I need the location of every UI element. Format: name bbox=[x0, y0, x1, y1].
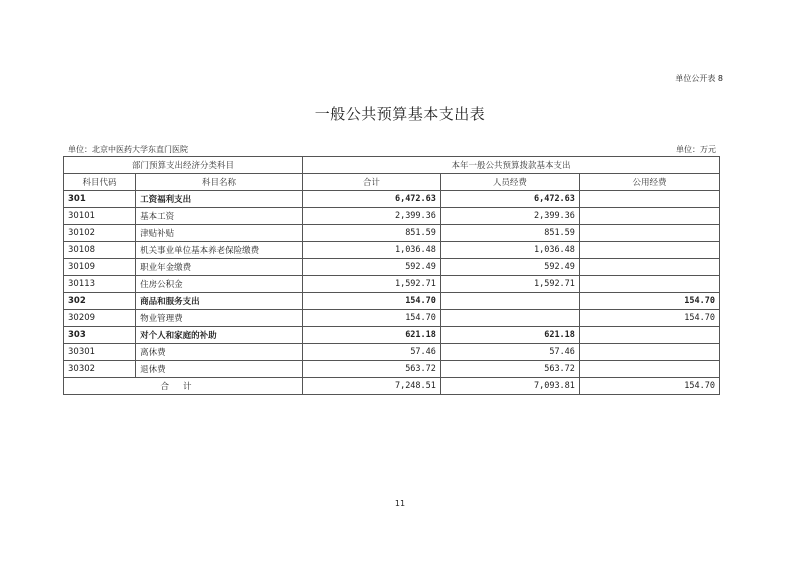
cell-personnel bbox=[440, 293, 579, 310]
total-personnel: 7,093.81 bbox=[440, 378, 579, 395]
cell-personnel: 6,472.63 bbox=[440, 191, 579, 208]
cell-public bbox=[579, 242, 719, 259]
cell-total: 563.72 bbox=[302, 361, 440, 378]
cell-public bbox=[579, 361, 719, 378]
cell-name: 离休费 bbox=[136, 344, 303, 361]
cell-code: 30209 bbox=[64, 310, 136, 327]
column-header-code: 科目代码 bbox=[64, 174, 136, 191]
cell-name: 对个人和家庭的补助 bbox=[136, 327, 303, 344]
header-group-classification: 部门预算支出经济分类科目 bbox=[64, 157, 303, 174]
cell-total: 592.49 bbox=[302, 259, 440, 276]
table-row bbox=[64, 259, 720, 276]
table-row bbox=[64, 225, 720, 242]
cell-code: 301 bbox=[64, 191, 136, 208]
cell-name: 津贴补贴 bbox=[136, 225, 303, 242]
cell-public bbox=[579, 327, 719, 344]
cell-personnel: 563.72 bbox=[440, 361, 579, 378]
cell-total: 6,472.63 bbox=[302, 191, 440, 208]
header-group-budget: 本年一般公共预算拨款基本支出 bbox=[302, 157, 719, 174]
category-row bbox=[64, 293, 720, 310]
total-amount: 7,248.51 bbox=[302, 378, 440, 395]
cell-personnel: 1,036.48 bbox=[440, 242, 579, 259]
table-row bbox=[64, 208, 720, 225]
cell-name: 商品和服务支出 bbox=[136, 293, 303, 310]
total-public: 154.70 bbox=[579, 378, 719, 395]
cell-public bbox=[579, 208, 719, 225]
cell-code: 30101 bbox=[64, 208, 136, 225]
category-row bbox=[64, 327, 720, 344]
cell-code: 302 bbox=[64, 293, 136, 310]
cell-personnel bbox=[440, 310, 579, 327]
cell-personnel: 1,592.71 bbox=[440, 276, 579, 293]
table-row bbox=[64, 242, 720, 259]
cell-total: 57.46 bbox=[302, 344, 440, 361]
cell-name: 基本工资 bbox=[136, 208, 303, 225]
cell-code: 30109 bbox=[64, 259, 136, 276]
column-header-personnel: 人员经费 bbox=[440, 174, 579, 191]
cell-name: 退休费 bbox=[136, 361, 303, 378]
cell-total: 1,036.48 bbox=[302, 242, 440, 259]
total-row bbox=[64, 378, 720, 395]
cell-public bbox=[579, 344, 719, 361]
total-label: 合计 bbox=[64, 378, 303, 395]
cell-public: 154.70 bbox=[579, 293, 719, 310]
table-row bbox=[64, 361, 720, 378]
cell-code: 30108 bbox=[64, 242, 136, 259]
cell-total: 851.59 bbox=[302, 225, 440, 242]
cell-code: 30102 bbox=[64, 225, 136, 242]
cell-name: 物业管理费 bbox=[136, 310, 303, 327]
table-body bbox=[64, 191, 720, 378]
cell-public bbox=[579, 191, 719, 208]
cell-name: 机关事业单位基本养老保险缴费 bbox=[136, 242, 303, 259]
cell-total: 154.70 bbox=[302, 310, 440, 327]
cell-total: 2,399.36 bbox=[302, 208, 440, 225]
table-row bbox=[64, 310, 720, 327]
cell-public bbox=[579, 225, 719, 242]
table-row bbox=[64, 344, 720, 361]
budget-table bbox=[63, 156, 720, 395]
cell-name: 职业年金缴费 bbox=[136, 259, 303, 276]
category-row bbox=[64, 191, 720, 208]
table-row bbox=[64, 276, 720, 293]
page-number: 11 bbox=[394, 499, 406, 508]
cell-public bbox=[579, 259, 719, 276]
cell-personnel: 592.49 bbox=[440, 259, 579, 276]
cell-code: 30113 bbox=[64, 276, 136, 293]
cell-personnel: 57.46 bbox=[440, 344, 579, 361]
form-number: 单位公开表 8 bbox=[675, 74, 723, 83]
cell-total: 154.70 bbox=[302, 293, 440, 310]
cell-public: 154.70 bbox=[579, 310, 719, 327]
cell-total: 621.18 bbox=[302, 327, 440, 344]
cell-personnel: 621.18 bbox=[440, 327, 579, 344]
cell-name: 住房公积金 bbox=[136, 276, 303, 293]
cell-personnel: 2,399.36 bbox=[440, 208, 579, 225]
cell-code: 30301 bbox=[64, 344, 136, 361]
column-header-name: 科目名称 bbox=[136, 174, 303, 191]
unit-name: 单位：北京中医药大学东直门医院 bbox=[68, 145, 188, 154]
cell-code: 303 bbox=[64, 327, 136, 344]
cell-code: 30302 bbox=[64, 361, 136, 378]
cell-public bbox=[579, 276, 719, 293]
column-header-total: 合计 bbox=[302, 174, 440, 191]
cell-name: 工资福利支出 bbox=[136, 191, 303, 208]
currency-unit: 单位：万元 bbox=[676, 145, 716, 154]
page-title: 一般公共预算基本支出表 bbox=[314, 105, 486, 123]
column-header-public: 公用经费 bbox=[579, 174, 719, 191]
cell-personnel: 851.59 bbox=[440, 225, 579, 242]
cell-total: 1,592.71 bbox=[302, 276, 440, 293]
